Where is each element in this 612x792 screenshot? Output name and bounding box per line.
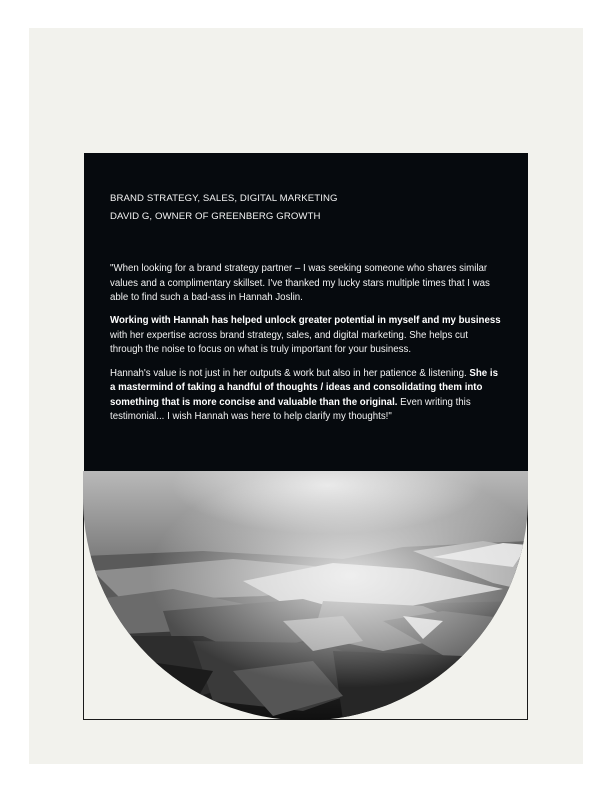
quote-paragraph-2: Working with Hannah has helped unlock greater potential in myself and my business with her expertise across brand strategy, sales, and digital marketing. She helps cut through the noise to focus on what is truly important for your business. — [110, 315, 501, 356]
testimonial-quote — [110, 262, 502, 433]
author-label: DAVID G, OWNER OF GREENBERG GROWTH — [110, 211, 321, 222]
quote-highlight-2: She is a mastermind of taking a handful of thoughts / ideas and consolidating them into something that is more concise and valuable than the original. — [110, 367, 498, 408]
quote-paragraph-3: Hannah's value is not just in her outputs & work but also in her patience & listening. She is a mastermind of taking a handful of thoughts / ideas and consolidating them into something that is more concise and valuable than the original. Even writing this testimonial... I wish Hannah was here to help clarify my thoughts!" — [110, 367, 498, 423]
abstract-landscape-image — [83, 471, 528, 720]
quote-paragraph-1: "When looking for a brand strategy partner – I was seeking someone who shares similar values and a complimentary skillset. I've thanked my lucky stars multiple times that I was able to find such a bad-ass in Hannah Joslin. — [110, 263, 490, 304]
services-label: BRAND STRATEGY, SALES, DIGITAL MARKETING — [110, 193, 338, 204]
testimonial-card — [84, 153, 528, 471]
quote-highlight-1: Working with Hannah has helped unlock greater potential in myself and my business — [110, 315, 501, 327]
